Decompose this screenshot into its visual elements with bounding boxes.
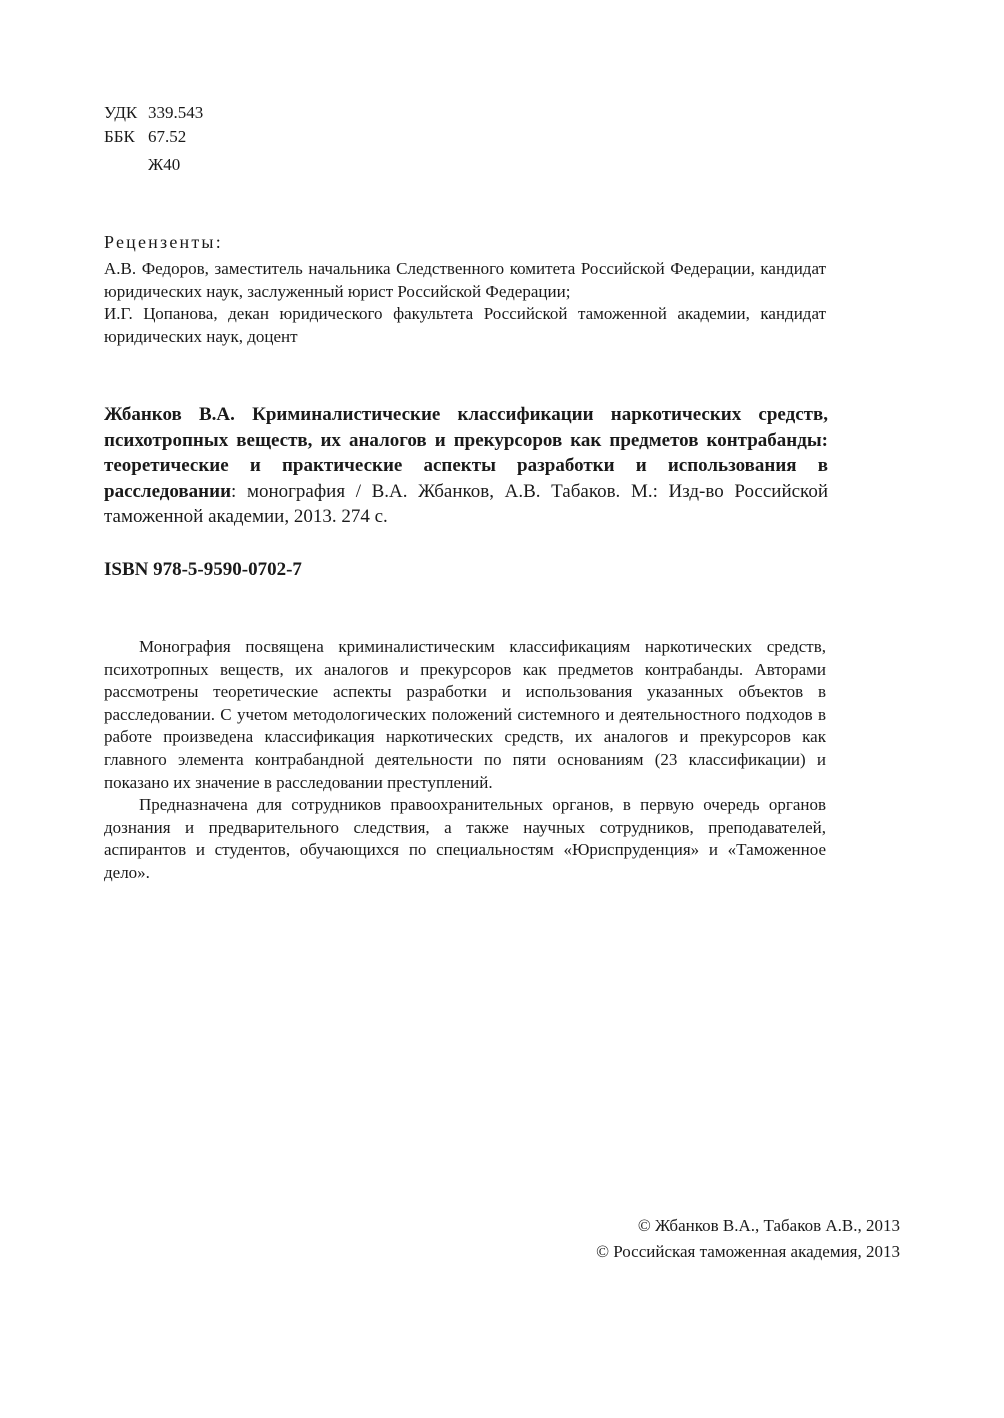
bibliographic-description xyxy=(104,402,828,530)
udk-label: УДК xyxy=(104,103,138,122)
bbk-label: ББК xyxy=(104,127,135,146)
reviewers-list xyxy=(104,258,826,348)
abstract-paragraph: Монография посвящена криминалистическим классификациям наркотических средств, психотропных веществ, их аналогов и прекурсоров как предметов контрабанды. Авторами рассмотрены теоретические аспекты разработки и использования указанных объектов в расследовании. С учетом методологических положений системного и деятельностного подходов в работе произведена классификация наркотических средств, их аналогов и прекурсоров как главного элемента контрабандной деятельности по пяти основаниям (23 классификации) и показано их значение в расследовании преступлений. xyxy=(104,637,826,792)
abstract-paragraph: Предназначена для сотрудников правоохранительных органов, в первую очередь органов дознания и предварительного следствия, а также научных сотрудников, преподавателей, аспирантов и студентов, обучающихся по специальностям «Юриспруденция» и «Таможенное дело». xyxy=(104,795,826,882)
bibliographic-details: : монография / В.А. Жбанков, А.В. Табаков. М.: Изд-во Российской таможенной академии, 2013. 274 с. xyxy=(104,480,828,527)
isbn: ISBN 978-5-9590-0702-7 xyxy=(104,559,302,580)
bibliographic-title: Жбанков В.А. Криминалистические классификации наркотических средств, психотропных веществ, их аналогов и прекурсоров как предметов контрабанды: теоретические и практические аспекты разработки и использования в расследовании xyxy=(104,404,828,502)
copyright-authors: © Жбанков В.А., Табаков А.В., 2013 xyxy=(637,1216,900,1235)
udk-value: 339.543 xyxy=(148,103,204,122)
reviewers-heading: Рецензенты: xyxy=(104,232,223,252)
copyright-publisher: © Российская таможенная академия, 2013 xyxy=(596,1242,900,1261)
bbk-value: 67.52 xyxy=(148,127,187,146)
classification-block xyxy=(104,101,203,177)
copyright-block xyxy=(596,1213,900,1265)
udk-line xyxy=(104,101,203,125)
reviewer-entry: И.Г. Цопанова, декан юридического факультета Российской таможенной академии, кандидат юридических наук, доцент xyxy=(104,304,826,346)
abstract xyxy=(104,636,826,885)
author-mark: Ж40 xyxy=(148,155,181,174)
reviewer-entry: А.В. Федоров, заместитель начальника Следственного комитета Российской Федерации, кандидат юридических наук, заслуженный юрист Российской Федерации; xyxy=(104,259,826,301)
bbk-line xyxy=(104,125,203,149)
